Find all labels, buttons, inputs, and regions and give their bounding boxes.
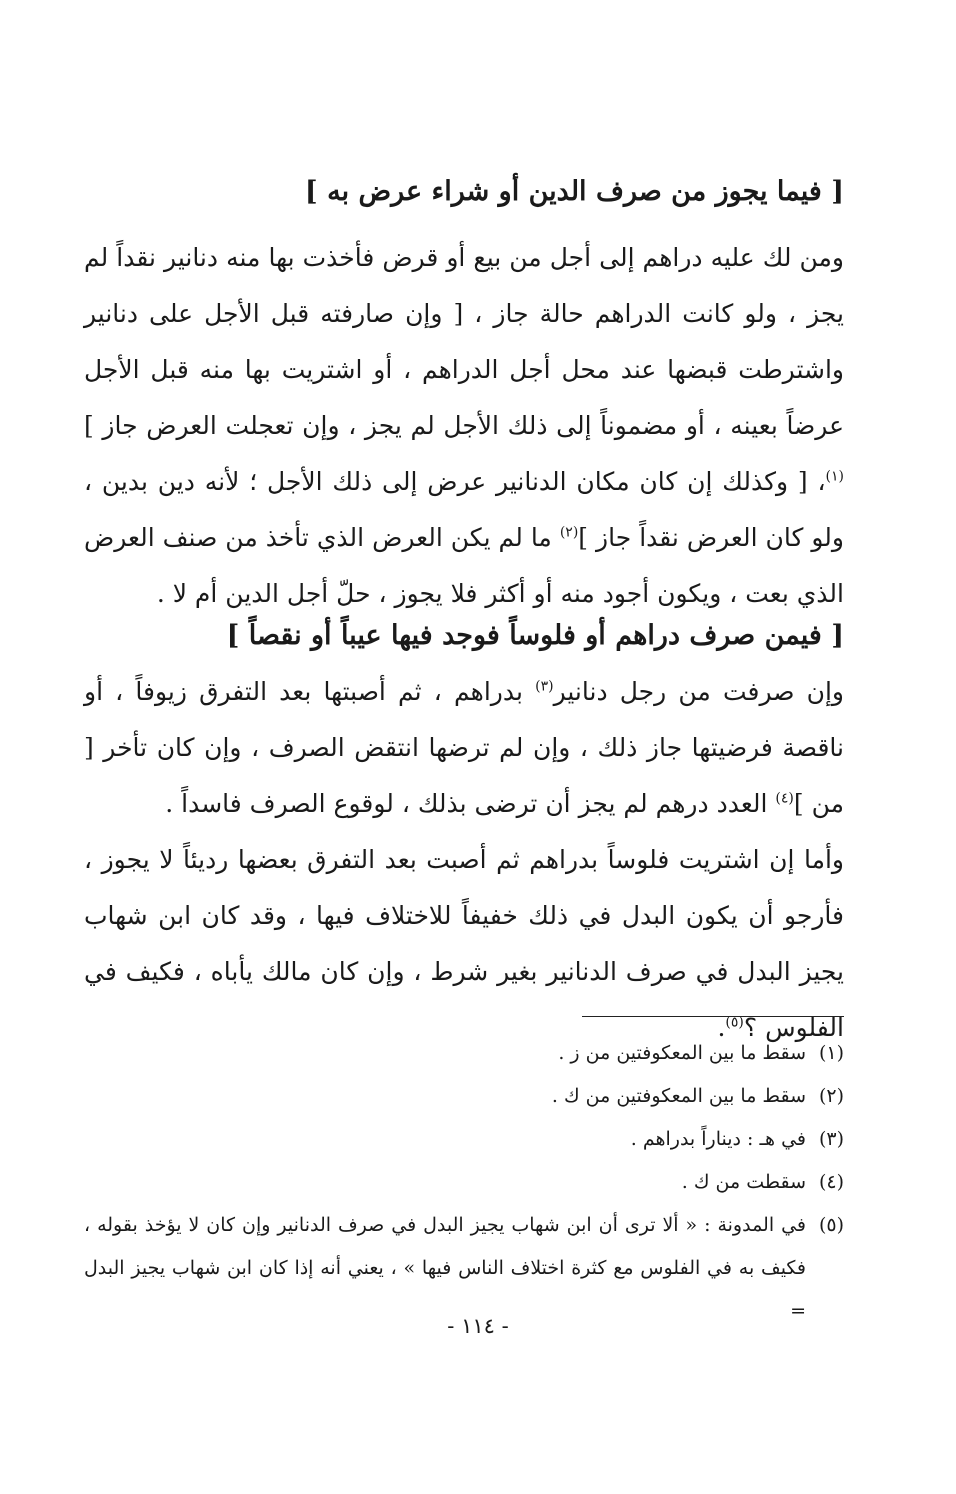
page-number: - ١١٤ - [447,1314,509,1338]
paragraph-text: ، [ وكذلك إن كان مكان الدنانير عرض إلى ذلك الأجل ؛ لأنه دين بدين ، ولو كان العرض نقداً جاز ] [84,467,844,552]
footnote [84,1118,844,1161]
footnote [84,1032,844,1075]
footnote-text: سقط ما بين المعكوفتين من ز . [558,1042,806,1064]
section-heading: [ فيمن صرف دراهم أو فلوساً فوجد فيها عيباً أو نقصاً ] [226,620,844,651]
footnote-marker: (٣) [535,678,554,695]
paragraph-text: ما لم يكن العرض الذي تأخذ من صنف العرض الذي بعت ، ويكون أجود منه أو أكثر فلا يجوز ، حلّ أجل الدين أم لا . [84,523,844,608]
footnote-marker: (٢) [559,524,579,541]
paragraph [84,832,844,1056]
footnote-number: (٥) [818,1214,844,1236]
footnote-separator [582,1016,844,1017]
footnote [84,1075,844,1118]
section-2 [84,616,844,656]
footnote-marker: (٤) [775,790,794,807]
paragraph-text: . [717,1013,726,1042]
paragraph [84,230,844,622]
footnote-text: سقط ما بين المعكوفتين من ك . [551,1085,806,1107]
paragraph [84,664,844,832]
paragraph-text: وإن صرفت من رجل دنانير [553,677,844,706]
section-1-body [84,230,844,622]
footnote-number: (٣) [818,1128,844,1150]
footnote-text: في المدونة : « ألا ترى أن ابن شهاب يجيز البدل في صرف الدنانير وإن كان لا يؤخذ بقوله ، فكيف به في الفلوس مع كثرة اختلاف الناس فيها » ، يعني أنه إذا كان ابن شهاب يجيز البدل = [84,1214,806,1322]
footnote-marker: (١) [825,468,844,485]
section-1 [84,172,844,212]
footnote [84,1161,844,1204]
section-2-body [84,664,844,1056]
section-heading: [ فيما يجوز من صرف الدين أو شراء عرض به ] [304,176,844,207]
paragraph-text: وأما إن اشتريت فلوساً بدراهم ثم أصبت بعد التفرق بعضها رديئاً لا يجوز ، فأرجو أن يكون البدل في ذلك خفيفاً للاختلاف فيها ، وقد كان ابن شهاب يجيز البدل في صرف الدنانير بغير شرط ، وإن كان مالك يأباه ، فكيف في الفلوس ؟ [84,845,844,1042]
footnote-number: (٤) [818,1171,844,1193]
footnotes [84,1032,844,1333]
paragraph-text: ومن لك عليه دراهم إلى أجل من بيع أو قرض فأخذت بها منه دنانير نقداً لم يجز ، ولو كانت الدراهم حالة جاز ، [ وإن صارفته قبل الأجل على دنانير واشترطت قبضها عند محل أجل الدراهم ، أو اشتريت بها منه قبل الأجل عرضاً بعينه ، أو مضموناً إلى ذلك الأجل لم يجز ، وإن تعجلت العرض جاز ] [84,243,844,440]
paragraph-text: بدراهم ، ثم أصبتها بعد التفرق زيوفاً ، أو ناقصة فرضيتها جاز ذلك ، وإن لم ترضها انتقض الصرف ، وإن كان تأخر [ من ] [84,677,844,818]
paragraph-text: العدد درهم لم يجز أن ترضى بذلك ، لوقوع الصرف فاسداً . [165,789,776,818]
footnote-number: (٢) [818,1085,844,1107]
footnote-marker: (٥) [725,1014,744,1031]
footnote-number: (١) [818,1042,844,1064]
footnote-text: في هـ : ديناراً بدراهم . [630,1128,806,1150]
footnote-text: سقطت من ك . [681,1171,806,1193]
